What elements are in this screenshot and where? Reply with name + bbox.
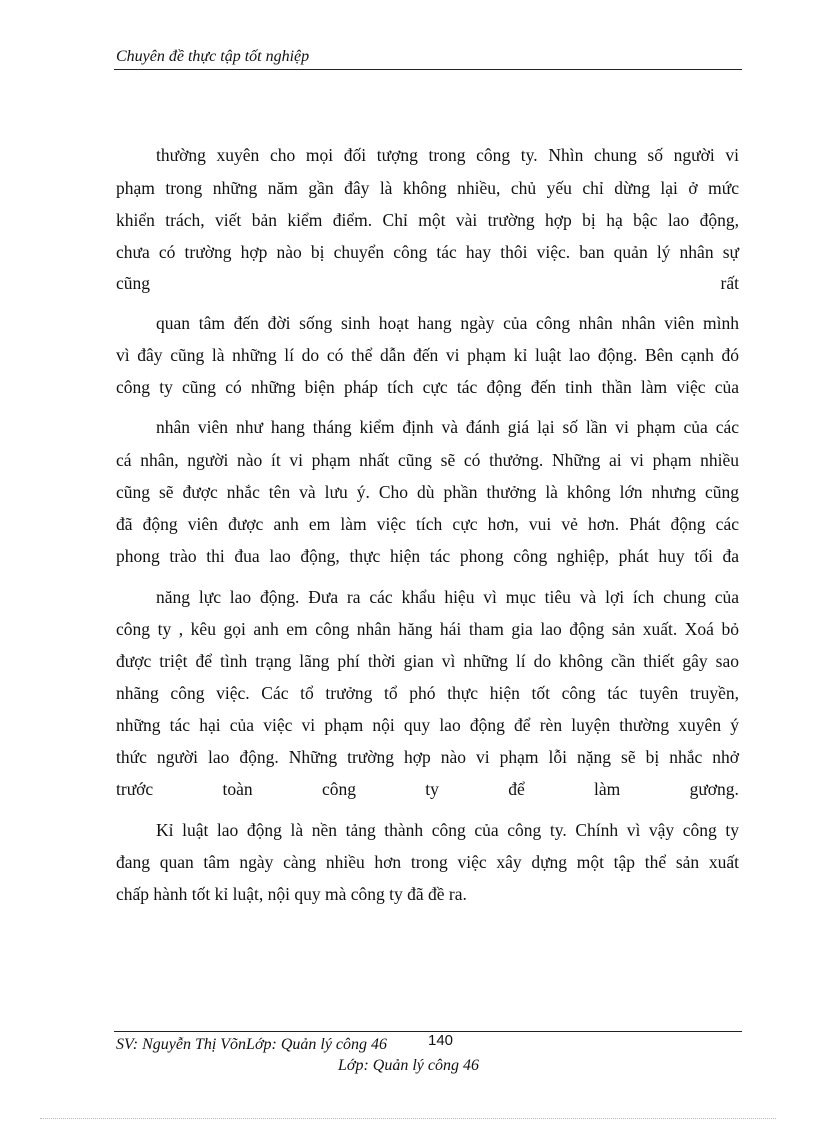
text-line: những tác hại của việc vi phạm nội quy lao động để rèn luyện thường xuyên ý <box>116 715 739 735</box>
text-line: chưa có trường hợp nào bị chuyển công tác hay thôi việc. ban quản lý nhân sự <box>116 242 739 262</box>
text-line: cá nhân, người nào ít vi phạm nhất cũng sẽ có thưởng. Những ai vi phạm nhiều <box>116 450 739 470</box>
text-line: đã động viên được anh em làm việc tích cực hơn, vui vẻ hơn. Phát động các <box>116 514 739 534</box>
text-line: khiển trách, viết bản kiểm điểm. Chỉ một vài trường hợp bị hạ bậc lao động, <box>116 210 739 230</box>
page-number: 140 <box>428 1032 454 1049</box>
text-line: chấp hành tốt kỉ luật, nội quy mà công ty đã đề ra. <box>116 884 467 904</box>
footer-class: Lớp: Quản lý công 46 <box>338 1057 479 1074</box>
header-title: Chuyên đề thực tập tốt nghiệp <box>116 48 310 65</box>
word: công <box>321 779 356 799</box>
text-line: công ty cũng có những biện pháp tích cực tác động đến tinh thần làm việc của <box>116 377 739 397</box>
footer-student: SV: Nguyễn Thị VõnLớp: Quản lý công 46 <box>116 1036 388 1053</box>
text-line: nhân viên như hang tháng kiểm định và đánh giá lại số lần vi phạm của các <box>156 417 739 437</box>
text-line-split <box>116 779 739 799</box>
word: toàn <box>222 779 253 799</box>
word: làm <box>594 779 621 799</box>
word: cũng <box>116 273 151 293</box>
word: ty <box>425 779 439 799</box>
text-line: công ty , kêu gọi anh em công nhân hăng hái tham gia lao động sản xuất. Xoá bỏ <box>116 619 739 639</box>
text-line: phạm trong những năm gần đây là không nhiều, chủ yếu chỉ dừng lại ở mức <box>116 178 739 198</box>
text-line: nhãng công việc. Các tổ trưởng tổ phó thực hiện tốt công tác tuyên truyền, <box>116 683 739 703</box>
text-line: quan tâm đến đời sống sinh hoạt hang ngày của công nhân nhân viên mình <box>156 313 739 333</box>
text-line-split <box>116 273 739 293</box>
text-line: đang quan tâm ngày càng nhiều hơn trong việc xây dựng một tập thể sản xuất <box>116 852 739 872</box>
text-line: năng lực lao động. Đưa ra các khẩu hiệu vì mục tiêu và lợi ích chung của <box>156 587 739 607</box>
text-line: được triệt để tình trạng lãng phí thời gian vì những lí do không cần thiết gây sao <box>116 651 739 671</box>
word: trước <box>116 779 154 799</box>
word: rất <box>720 273 739 293</box>
text-line: thức người lao động. Những trường hợp nào vi phạm lỗi nặng sẽ bị nhắc nhở <box>116 747 739 767</box>
text-line: thường xuyên cho mọi đối tượng trong công ty. Nhìn chung số người vi <box>156 145 739 165</box>
page-bottom-border <box>40 1118 776 1119</box>
text-line: cũng sẽ được nhắc tên và lưu ý. Cho dù phần thưởng là không lớn nhưng cũng <box>116 482 739 502</box>
word: để <box>508 779 525 799</box>
header-rule <box>114 69 742 70</box>
text-line: phong trào thi đua lao động, thực hiện tác phong công nghiệp, phát huy tối đa <box>116 546 739 566</box>
text-line: Kỉ luật lao động là nền tảng thành công của công ty. Chính vì vậy công ty <box>156 820 739 840</box>
text-line: vì đây cũng là những lí do có thể dẫn đến vi phạm kỉ luật lao động. Bên cạnh đó <box>116 345 739 365</box>
word: gương. <box>689 779 739 799</box>
